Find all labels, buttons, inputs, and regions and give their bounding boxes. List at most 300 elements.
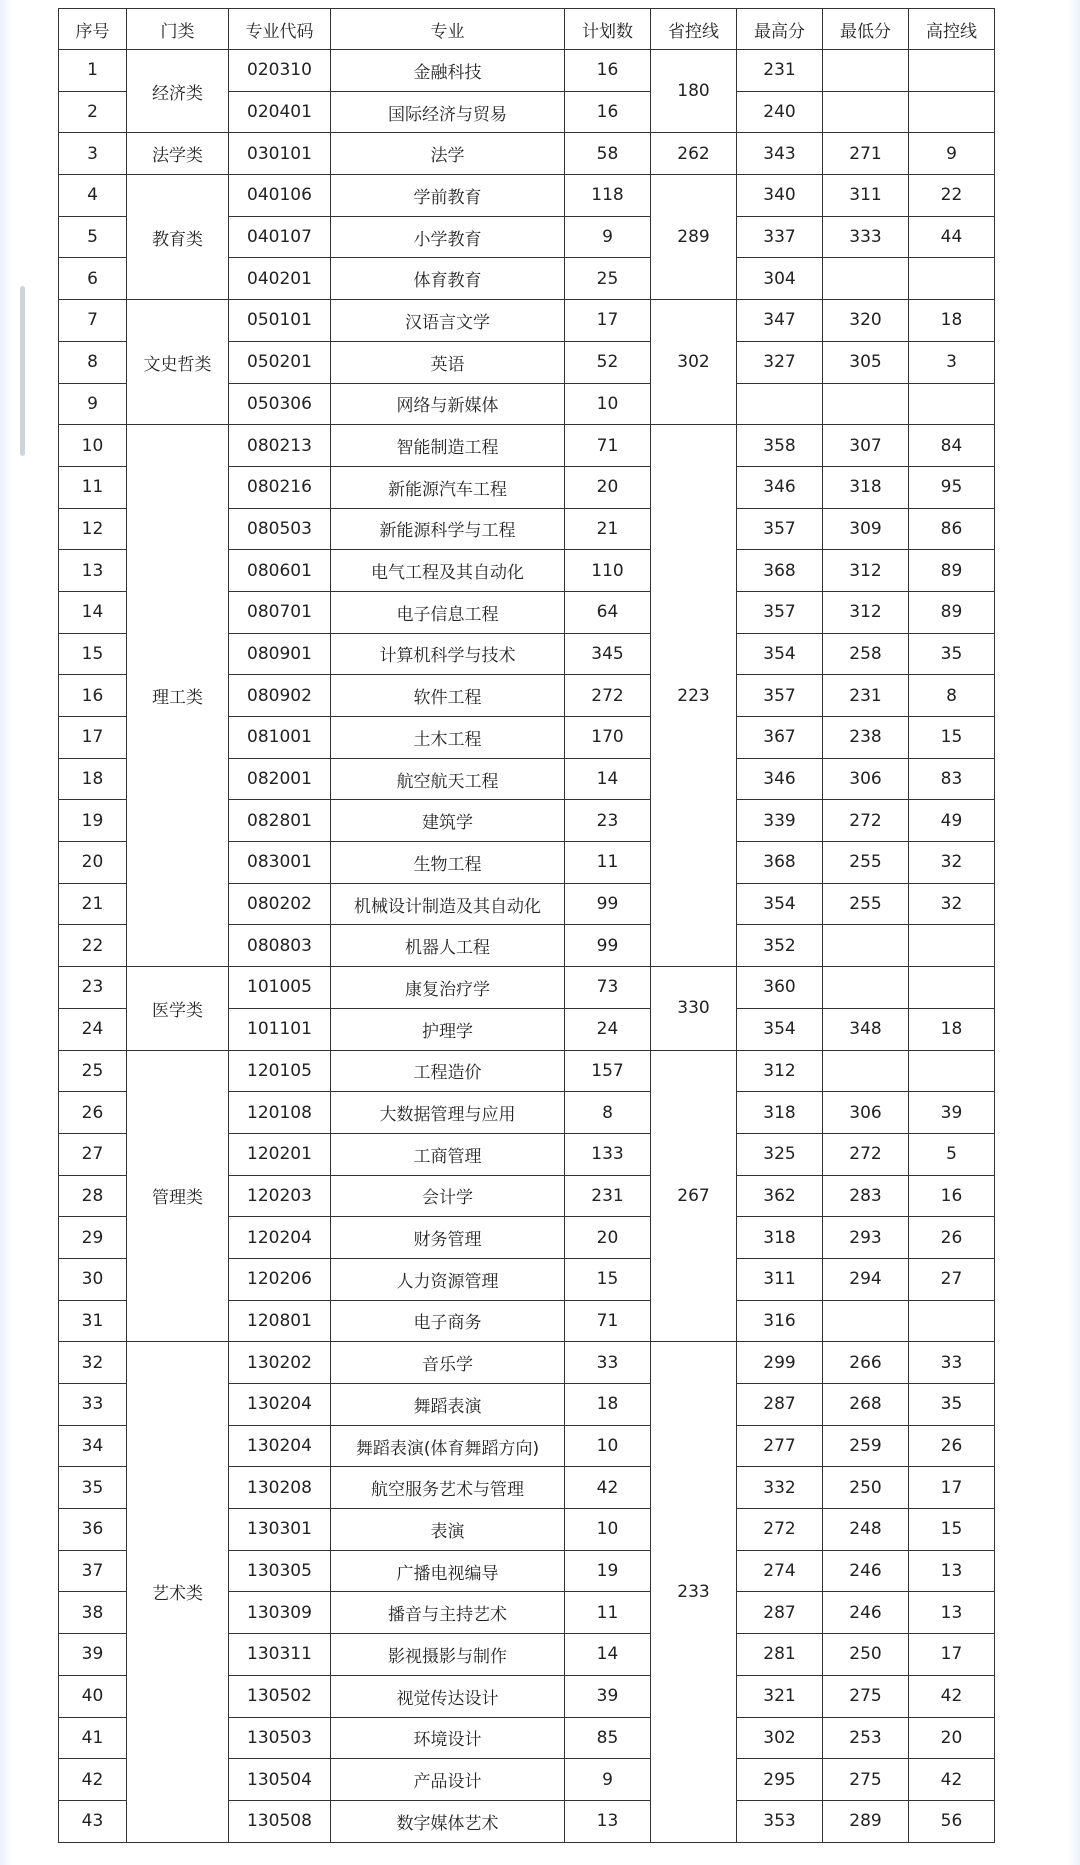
cell-min-score: 275	[823, 1675, 909, 1717]
cell-plan-count: 110	[565, 550, 651, 592]
cell-index: 5	[59, 216, 127, 258]
cell-major-code: 081001	[229, 717, 331, 759]
table-row	[59, 1342, 995, 1384]
cell-min-score: 306	[823, 758, 909, 800]
cell-max-score: 318	[737, 1092, 823, 1134]
cell-min-score	[823, 50, 909, 92]
right-background-edge	[1068, 0, 1080, 1865]
cell-major: 英语	[331, 341, 565, 383]
table-body	[59, 50, 995, 1843]
cell-major-code: 040201	[229, 258, 331, 300]
cell-index: 3	[59, 133, 127, 175]
cell-max-score: 299	[737, 1342, 823, 1384]
cell-major-code: 120204	[229, 1217, 331, 1259]
cell-index: 19	[59, 800, 127, 842]
cell-category: 教育类	[127, 175, 229, 300]
cell-major: 康复治疗学	[331, 967, 565, 1009]
cell-above-line: 17	[909, 1467, 995, 1509]
cell-max-score: 318	[737, 1217, 823, 1259]
cell-major-code: 080216	[229, 466, 331, 508]
cell-index: 36	[59, 1509, 127, 1551]
cell-major-code: 130301	[229, 1509, 331, 1551]
header-index: 序号	[59, 9, 127, 50]
cell-above-line: 44	[909, 216, 995, 258]
cell-plan-count: 73	[565, 967, 651, 1009]
cell-index: 40	[59, 1675, 127, 1717]
cell-plan-count: 170	[565, 717, 651, 759]
cell-max-score: 357	[737, 508, 823, 550]
cell-major-code: 080213	[229, 425, 331, 467]
cell-major-code: 083001	[229, 842, 331, 884]
cell-major: 大数据管理与应用	[331, 1092, 565, 1134]
cell-max-score: 287	[737, 1384, 823, 1426]
cell-min-score: 348	[823, 1008, 909, 1050]
cell-max-score: 340	[737, 175, 823, 217]
cell-above-line: 39	[909, 1092, 995, 1134]
cell-plan-count: 10	[565, 383, 651, 425]
cell-major-code: 120203	[229, 1175, 331, 1217]
cell-above-line: 13	[909, 1550, 995, 1592]
cell-min-score: 272	[823, 800, 909, 842]
cell-index: 37	[59, 1550, 127, 1592]
cell-above-line: 35	[909, 1384, 995, 1426]
cell-min-score: 253	[823, 1717, 909, 1759]
cell-index: 9	[59, 383, 127, 425]
cell-major-code: 130508	[229, 1800, 331, 1842]
cell-control-line: 223	[651, 425, 737, 967]
cell-max-score: 272	[737, 1509, 823, 1551]
cell-max-score: 295	[737, 1759, 823, 1801]
cell-max-score: 327	[737, 341, 823, 383]
cell-above-line: 56	[909, 1800, 995, 1842]
cell-max-score: 287	[737, 1592, 823, 1634]
cell-min-score: 271	[823, 133, 909, 175]
table-row	[59, 967, 995, 1009]
cell-index: 33	[59, 1384, 127, 1426]
header-min-score: 最低分	[823, 9, 909, 50]
cell-max-score: 368	[737, 550, 823, 592]
cell-major-code: 130202	[229, 1342, 331, 1384]
cell-index: 13	[59, 550, 127, 592]
cell-plan-count: 16	[565, 50, 651, 92]
table-row	[59, 425, 995, 467]
cell-min-score: 238	[823, 717, 909, 759]
cell-index: 43	[59, 1800, 127, 1842]
cell-above-line: 15	[909, 717, 995, 759]
cell-max-score: 316	[737, 1300, 823, 1342]
cell-max-score: 353	[737, 1800, 823, 1842]
cell-plan-count: 99	[565, 925, 651, 967]
cell-above-line: 32	[909, 842, 995, 884]
cell-control-line: 302	[651, 300, 737, 425]
cell-min-score: 289	[823, 1800, 909, 1842]
cell-index: 18	[59, 758, 127, 800]
cell-min-score: 268	[823, 1384, 909, 1426]
cell-plan-count: 11	[565, 1592, 651, 1634]
cell-major: 土木工程	[331, 717, 565, 759]
cell-major: 播音与主持艺术	[331, 1592, 565, 1634]
cell-index: 11	[59, 466, 127, 508]
cell-index: 26	[59, 1092, 127, 1134]
cell-min-score	[823, 91, 909, 133]
cell-max-score	[737, 383, 823, 425]
cell-plan-count: 14	[565, 758, 651, 800]
cell-major-code: 080901	[229, 633, 331, 675]
table-row	[59, 300, 995, 342]
cell-plan-count: 118	[565, 175, 651, 217]
cell-max-score: 368	[737, 842, 823, 884]
cell-major: 表演	[331, 1509, 565, 1551]
cell-major: 环境设计	[331, 1717, 565, 1759]
cell-plan-count: 345	[565, 633, 651, 675]
cell-above-line: 18	[909, 1008, 995, 1050]
cell-index: 31	[59, 1300, 127, 1342]
cell-plan-count: 20	[565, 1217, 651, 1259]
cell-above-line: 26	[909, 1425, 995, 1467]
cell-plan-count: 14	[565, 1634, 651, 1676]
cell-major: 生物工程	[331, 842, 565, 884]
cell-index: 15	[59, 633, 127, 675]
cell-major: 影视摄影与制作	[331, 1634, 565, 1676]
cell-index: 29	[59, 1217, 127, 1259]
cell-major-code: 130504	[229, 1759, 331, 1801]
cell-index: 8	[59, 341, 127, 383]
cell-control-line: 267	[651, 1050, 737, 1342]
cell-plan-count: 9	[565, 216, 651, 258]
cell-plan-count: 19	[565, 1550, 651, 1592]
cell-plan-count: 42	[565, 1467, 651, 1509]
cell-min-score: 320	[823, 300, 909, 342]
cell-major: 机械设计制造及其自动化	[331, 883, 565, 925]
cell-index: 42	[59, 1759, 127, 1801]
cell-max-score: 339	[737, 800, 823, 842]
cell-above-line: 33	[909, 1342, 995, 1384]
cell-above-line	[909, 1300, 995, 1342]
header-plan-count: 计划数	[565, 9, 651, 50]
cell-max-score: 354	[737, 883, 823, 925]
cell-min-score: 311	[823, 175, 909, 217]
cell-major: 产品设计	[331, 1759, 565, 1801]
cell-index: 16	[59, 675, 127, 717]
header-max-score: 最高分	[737, 9, 823, 50]
cell-min-score	[823, 925, 909, 967]
cell-plan-count: 157	[565, 1050, 651, 1092]
cell-major: 广播电视编导	[331, 1550, 565, 1592]
cell-control-line: 233	[651, 1342, 737, 1842]
cell-plan-count: 10	[565, 1509, 651, 1551]
cell-category: 法学类	[127, 133, 229, 175]
cell-plan-count: 21	[565, 508, 651, 550]
cell-max-score: 346	[737, 466, 823, 508]
cell-major-code: 130503	[229, 1717, 331, 1759]
cell-min-score	[823, 967, 909, 1009]
cell-above-line: 95	[909, 466, 995, 508]
cell-major: 工程造价	[331, 1050, 565, 1092]
cell-above-line: 42	[909, 1675, 995, 1717]
cell-min-score: 255	[823, 842, 909, 884]
cell-major-code: 080503	[229, 508, 331, 550]
cell-plan-count: 11	[565, 842, 651, 884]
cell-max-score: 325	[737, 1133, 823, 1175]
cell-plan-count: 9	[565, 1759, 651, 1801]
cell-above-line: 13	[909, 1592, 995, 1634]
cell-index: 27	[59, 1133, 127, 1175]
cell-max-score: 304	[737, 258, 823, 300]
table-row	[59, 1050, 995, 1092]
table-header-row	[59, 9, 995, 50]
cell-major: 智能制造工程	[331, 425, 565, 467]
cell-above-line	[909, 383, 995, 425]
cell-major-code: 120801	[229, 1300, 331, 1342]
cell-major-code: 030101	[229, 133, 331, 175]
cell-plan-count: 10	[565, 1425, 651, 1467]
cell-index: 32	[59, 1342, 127, 1384]
cell-plan-count: 71	[565, 1300, 651, 1342]
cell-max-score: 240	[737, 91, 823, 133]
cell-max-score: 321	[737, 1675, 823, 1717]
cell-plan-count: 16	[565, 91, 651, 133]
cell-plan-count: 25	[565, 258, 651, 300]
cell-major: 电子信息工程	[331, 591, 565, 633]
cell-major-code: 130208	[229, 1467, 331, 1509]
cell-major: 建筑学	[331, 800, 565, 842]
cell-max-score: 332	[737, 1467, 823, 1509]
cell-major: 人力资源管理	[331, 1258, 565, 1300]
cell-control-line: 330	[651, 967, 737, 1050]
cell-major-code: 082801	[229, 800, 331, 842]
cell-above-line: 18	[909, 300, 995, 342]
cell-max-score: 274	[737, 1550, 823, 1592]
cell-plan-count: 58	[565, 133, 651, 175]
cell-min-score: 318	[823, 466, 909, 508]
cell-major-code: 082001	[229, 758, 331, 800]
cell-major: 音乐学	[331, 1342, 565, 1384]
cell-above-line: 22	[909, 175, 995, 217]
cell-index: 12	[59, 508, 127, 550]
cell-index: 20	[59, 842, 127, 884]
cell-category: 理工类	[127, 425, 229, 967]
cell-major: 软件工程	[331, 675, 565, 717]
cell-plan-count: 231	[565, 1175, 651, 1217]
cell-major-code: 130204	[229, 1384, 331, 1426]
cell-index: 30	[59, 1258, 127, 1300]
cell-major: 网络与新媒体	[331, 383, 565, 425]
cell-min-score	[823, 1050, 909, 1092]
cell-min-score: 272	[823, 1133, 909, 1175]
cell-max-score: 281	[737, 1634, 823, 1676]
cell-plan-count: 20	[565, 466, 651, 508]
cell-plan-count: 17	[565, 300, 651, 342]
cell-max-score: 357	[737, 591, 823, 633]
cell-major-code: 080803	[229, 925, 331, 967]
cell-min-score: 246	[823, 1550, 909, 1592]
cell-major: 舞蹈表演(体育舞蹈方向)	[331, 1425, 565, 1467]
cell-index: 24	[59, 1008, 127, 1050]
cell-min-score: 231	[823, 675, 909, 717]
cell-major: 新能源科学与工程	[331, 508, 565, 550]
cell-major: 学前教育	[331, 175, 565, 217]
cell-major-code: 080202	[229, 883, 331, 925]
cell-major-code: 080902	[229, 675, 331, 717]
cell-plan-count: 39	[565, 1675, 651, 1717]
cell-major: 计算机科学与技术	[331, 633, 565, 675]
cell-index: 14	[59, 591, 127, 633]
cell-major-code: 040106	[229, 175, 331, 217]
cell-above-line: 3	[909, 341, 995, 383]
cell-above-line: 5	[909, 1133, 995, 1175]
cell-index: 34	[59, 1425, 127, 1467]
cell-plan-count: 33	[565, 1342, 651, 1384]
cell-above-line: 42	[909, 1759, 995, 1801]
cell-major: 工商管理	[331, 1133, 565, 1175]
cell-min-score: 275	[823, 1759, 909, 1801]
cell-above-line	[909, 925, 995, 967]
cell-min-score	[823, 258, 909, 300]
cell-plan-count: 272	[565, 675, 651, 717]
cell-above-line: 83	[909, 758, 995, 800]
cell-major: 护理学	[331, 1008, 565, 1050]
cell-plan-count: 18	[565, 1384, 651, 1426]
cell-max-score: 367	[737, 717, 823, 759]
cell-plan-count: 13	[565, 1800, 651, 1842]
cell-max-score: 337	[737, 216, 823, 258]
cell-major-code: 080701	[229, 591, 331, 633]
cell-above-line: 20	[909, 1717, 995, 1759]
cell-above-line: 17	[909, 1634, 995, 1676]
cell-major: 视觉传达设计	[331, 1675, 565, 1717]
cell-above-line: 32	[909, 883, 995, 925]
cell-index: 22	[59, 925, 127, 967]
cell-major: 机器人工程	[331, 925, 565, 967]
cell-min-score: 246	[823, 1592, 909, 1634]
cell-major: 金融科技	[331, 50, 565, 92]
cell-min-score: 306	[823, 1092, 909, 1134]
admission-scores-table	[58, 8, 995, 1843]
cell-major: 数字媒体艺术	[331, 1800, 565, 1842]
cell-major-code: 040107	[229, 216, 331, 258]
cell-min-score: 266	[823, 1342, 909, 1384]
cell-major-code: 130204	[229, 1425, 331, 1467]
cell-plan-count: 71	[565, 425, 651, 467]
cell-major: 航空航天工程	[331, 758, 565, 800]
cell-index: 25	[59, 1050, 127, 1092]
cell-major: 电子商务	[331, 1300, 565, 1342]
cell-above-line: 26	[909, 1217, 995, 1259]
cell-index: 7	[59, 300, 127, 342]
cell-min-score: 293	[823, 1217, 909, 1259]
cell-plan-count: 64	[565, 591, 651, 633]
cell-major: 法学	[331, 133, 565, 175]
cell-max-score: 277	[737, 1425, 823, 1467]
cell-plan-count: 85	[565, 1717, 651, 1759]
cell-major-code: 050101	[229, 300, 331, 342]
cell-major-code: 101005	[229, 967, 331, 1009]
cell-major-code: 050306	[229, 383, 331, 425]
cell-max-score: 346	[737, 758, 823, 800]
cell-min-score: 294	[823, 1258, 909, 1300]
left-background-edge	[0, 0, 12, 1865]
cell-major-code: 130502	[229, 1675, 331, 1717]
cell-major: 财务管理	[331, 1217, 565, 1259]
cell-major: 小学教育	[331, 216, 565, 258]
cell-max-score: 312	[737, 1050, 823, 1092]
cell-above-line	[909, 91, 995, 133]
cell-above-line: 89	[909, 591, 995, 633]
cell-major-code: 020401	[229, 91, 331, 133]
cell-control-line: 180	[651, 50, 737, 133]
cell-above-line: 86	[909, 508, 995, 550]
cell-plan-count: 15	[565, 1258, 651, 1300]
cell-plan-count: 133	[565, 1133, 651, 1175]
cell-min-score: 333	[823, 216, 909, 258]
cell-index: 38	[59, 1592, 127, 1634]
header-major: 专业	[331, 9, 565, 50]
cell-above-line: 15	[909, 1509, 995, 1551]
cell-min-score	[823, 383, 909, 425]
cell-category: 医学类	[127, 967, 229, 1050]
cell-plan-count: 8	[565, 1092, 651, 1134]
cell-min-score: 248	[823, 1509, 909, 1551]
cell-above-line: 16	[909, 1175, 995, 1217]
table-row	[59, 175, 995, 217]
cell-major: 新能源汽车工程	[331, 466, 565, 508]
cell-major-code: 120201	[229, 1133, 331, 1175]
cell-major-code: 120108	[229, 1092, 331, 1134]
cell-index: 41	[59, 1717, 127, 1759]
cell-above-line	[909, 1050, 995, 1092]
cell-major: 舞蹈表演	[331, 1384, 565, 1426]
cell-max-score: 343	[737, 133, 823, 175]
cell-min-score: 307	[823, 425, 909, 467]
cell-min-score: 259	[823, 1425, 909, 1467]
cell-above-line: 8	[909, 675, 995, 717]
cell-index: 2	[59, 91, 127, 133]
cell-max-score: 360	[737, 967, 823, 1009]
cell-above-line	[909, 258, 995, 300]
cell-category: 艺术类	[127, 1342, 229, 1842]
cell-above-line: 9	[909, 133, 995, 175]
cell-max-score: 354	[737, 1008, 823, 1050]
cell-max-score: 352	[737, 925, 823, 967]
cell-min-score: 312	[823, 591, 909, 633]
cell-index: 28	[59, 1175, 127, 1217]
cell-control-line: 289	[651, 175, 737, 300]
cell-major: 航空服务艺术与管理	[331, 1467, 565, 1509]
header-major-code: 专业代码	[229, 9, 331, 50]
cell-index: 39	[59, 1634, 127, 1676]
cell-category: 管理类	[127, 1050, 229, 1342]
cell-min-score: 312	[823, 550, 909, 592]
cell-control-line: 262	[651, 133, 737, 175]
cell-min-score	[823, 1300, 909, 1342]
cell-index: 6	[59, 258, 127, 300]
cell-above-line: 89	[909, 550, 995, 592]
cell-plan-count: 23	[565, 800, 651, 842]
cell-category: 经济类	[127, 50, 229, 133]
cell-major: 汉语言文学	[331, 300, 565, 342]
vertical-scrollbar-thumb[interactable]	[20, 286, 25, 456]
cell-category: 文史哲类	[127, 300, 229, 425]
cell-max-score: 357	[737, 675, 823, 717]
cell-index: 35	[59, 1467, 127, 1509]
cell-major-code: 120105	[229, 1050, 331, 1092]
cell-major: 电气工程及其自动化	[331, 550, 565, 592]
table-row	[59, 50, 995, 92]
cell-plan-count: 99	[565, 883, 651, 925]
header-control-line: 省控线	[651, 9, 737, 50]
cell-index: 23	[59, 967, 127, 1009]
cell-max-score: 302	[737, 1717, 823, 1759]
